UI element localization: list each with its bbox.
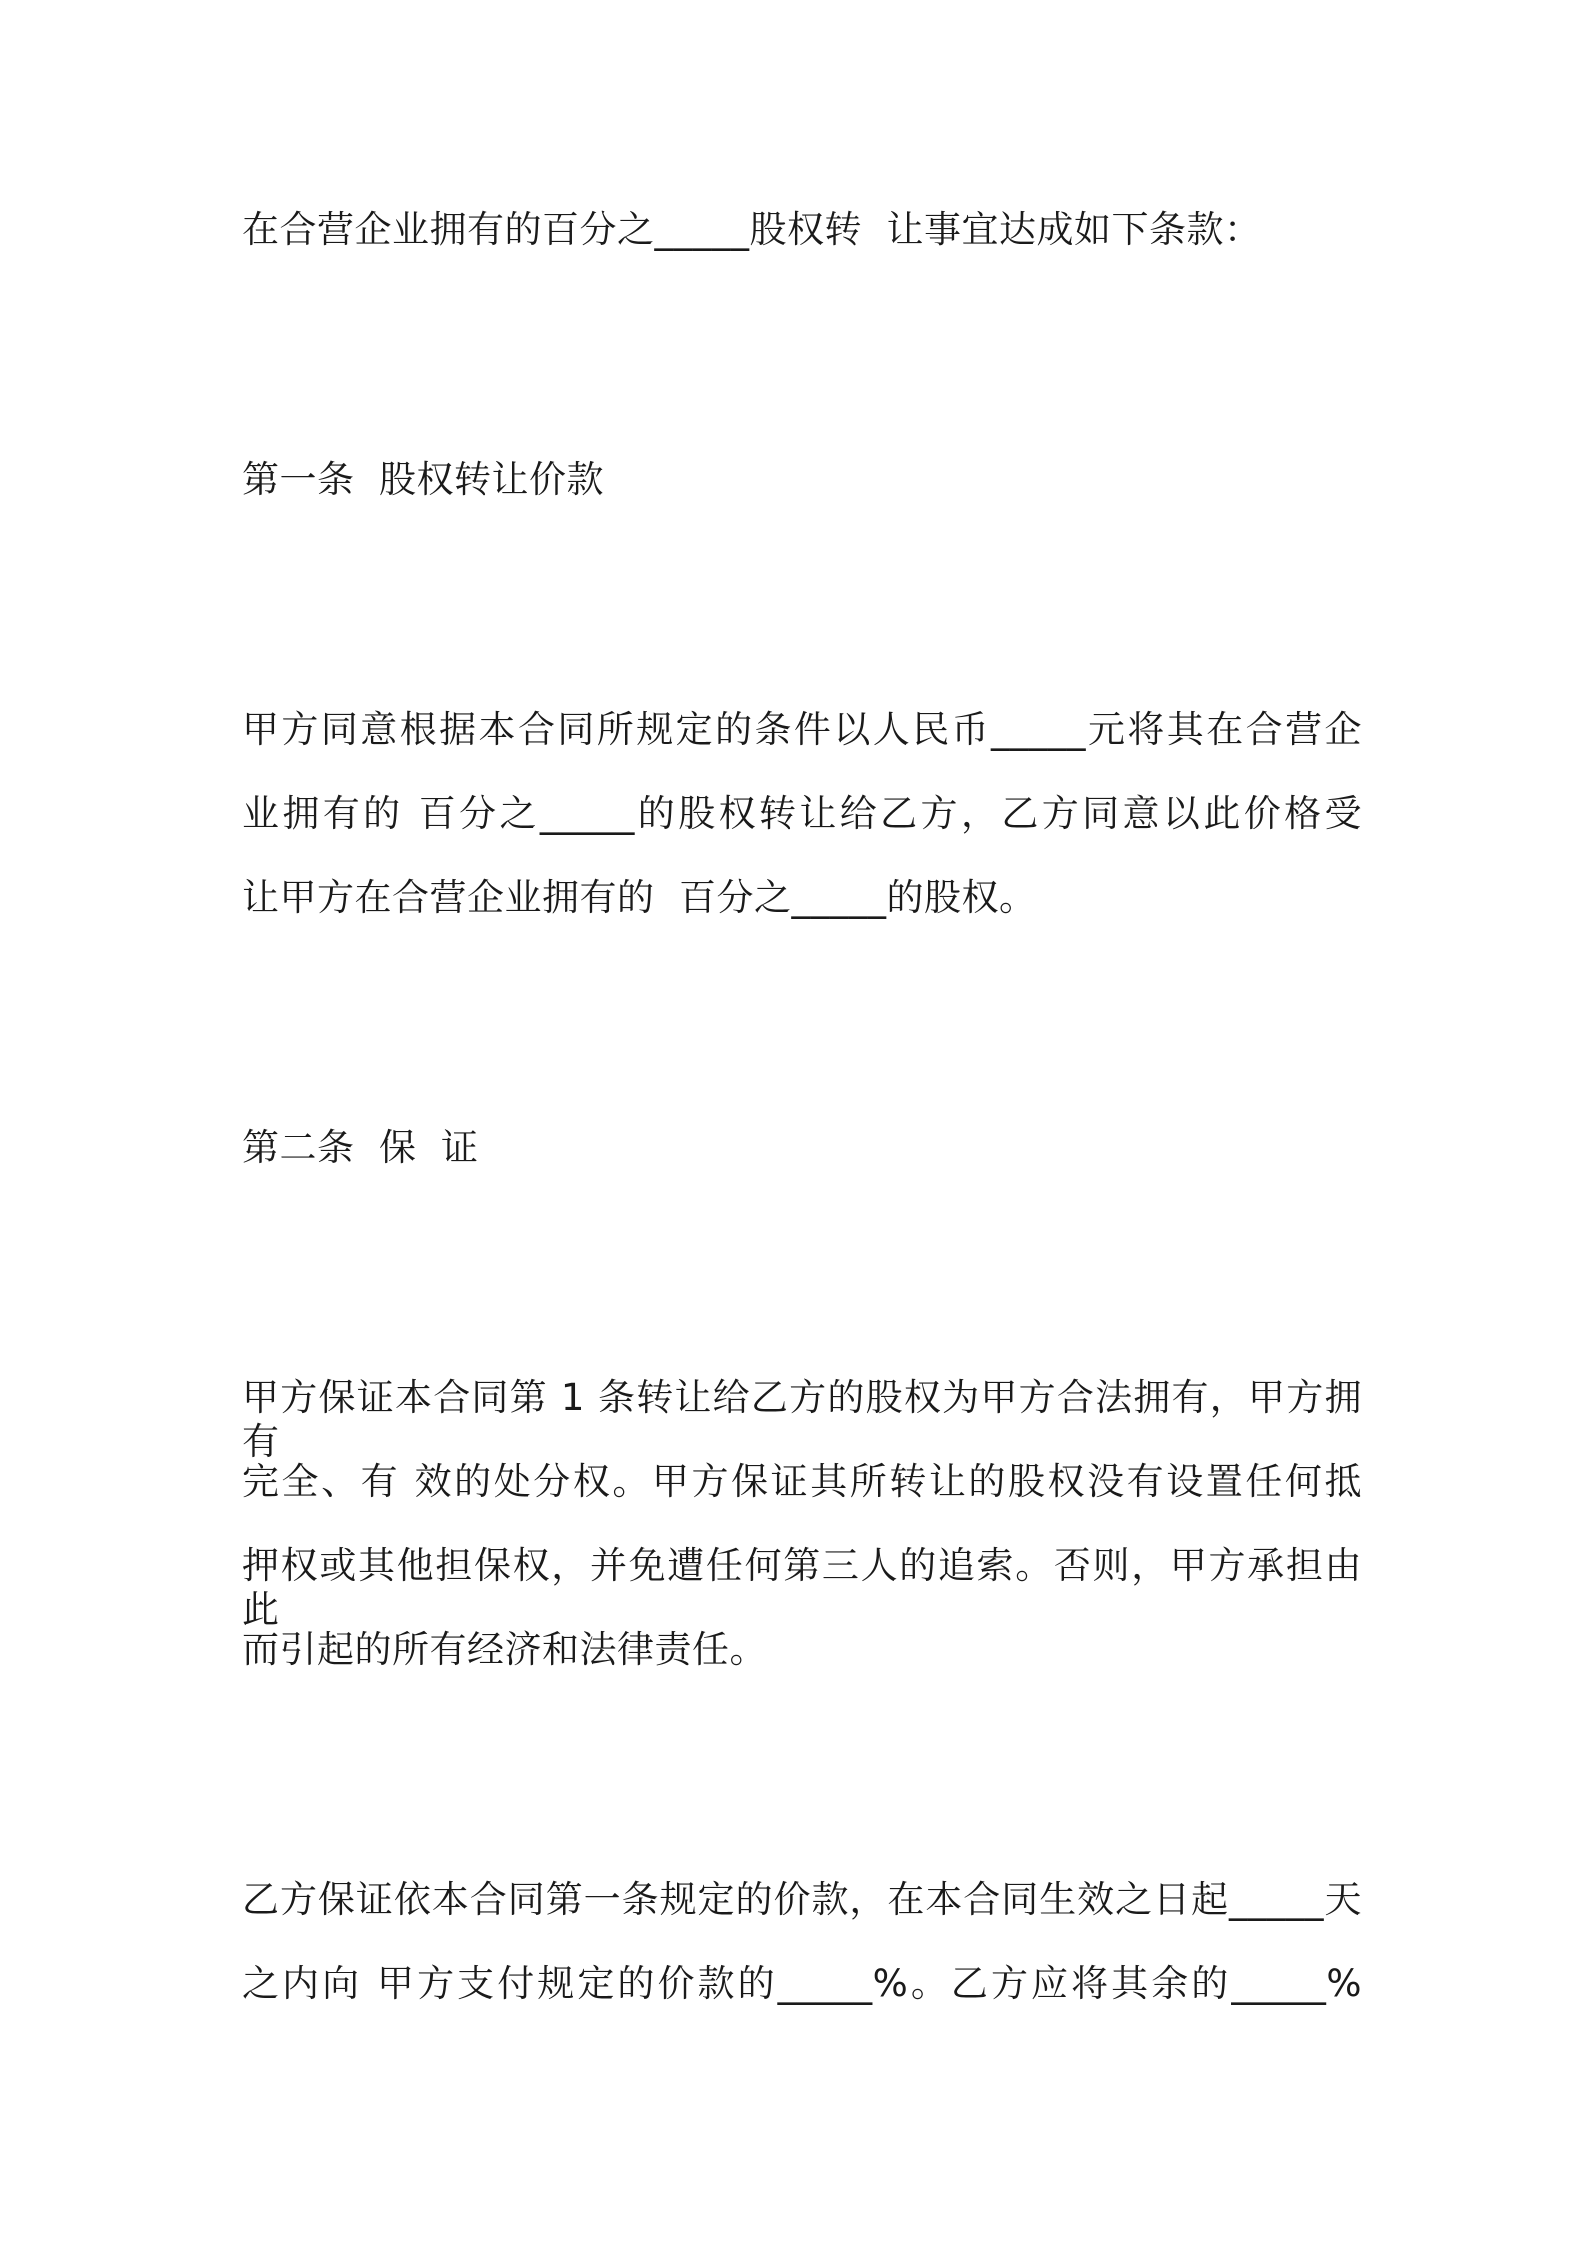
intro-line: 在合营企业拥有的百分之_____股权转 让事宜达成如下条款： <box>242 208 1262 251</box>
article-2-para1-line-3: 押权或其他担保权，并免遭任何第三人的追索。否则，甲方承担由此 <box>242 1544 1362 1631</box>
article-2-para1-line-4: 而引起的所有经济和法律责任。 <box>242 1628 767 1671</box>
article-2-para2-line-2: 之内向 甲方支付规定的价款的_____%。乙方应将其余的_____% <box>242 1962 1362 2005</box>
article-2-para1-line-2: 完全、有 效的处分权。甲方保证其所转让的股权没有设置任何抵 <box>242 1460 1362 1503</box>
article-2-para1-line-1: 甲方保证本合同第 1 条转让给乙方的股权为甲方合法拥有，甲方拥有 <box>242 1376 1362 1463</box>
article-1-para-line-2: 业拥有的 百分之_____的股权转让给乙方，乙方同意以此价格受 <box>242 792 1362 835</box>
article-1-heading: 第一条 股权转让价款 <box>242 458 605 501</box>
article-2-para2-line-1: 乙方保证依本合同第一条规定的价款，在本合同生效之日起_____天 <box>242 1878 1362 1921</box>
article-2-heading: 第二条 保 证 <box>242 1126 479 1169</box>
article-1-para-line-3: 让甲方在合营企业拥有的 百分之_____的股权。 <box>242 876 1037 919</box>
article-1-para-line-1: 甲方同意根据本合同所规定的条件以人民币_____元将其在合营企 <box>242 708 1362 751</box>
